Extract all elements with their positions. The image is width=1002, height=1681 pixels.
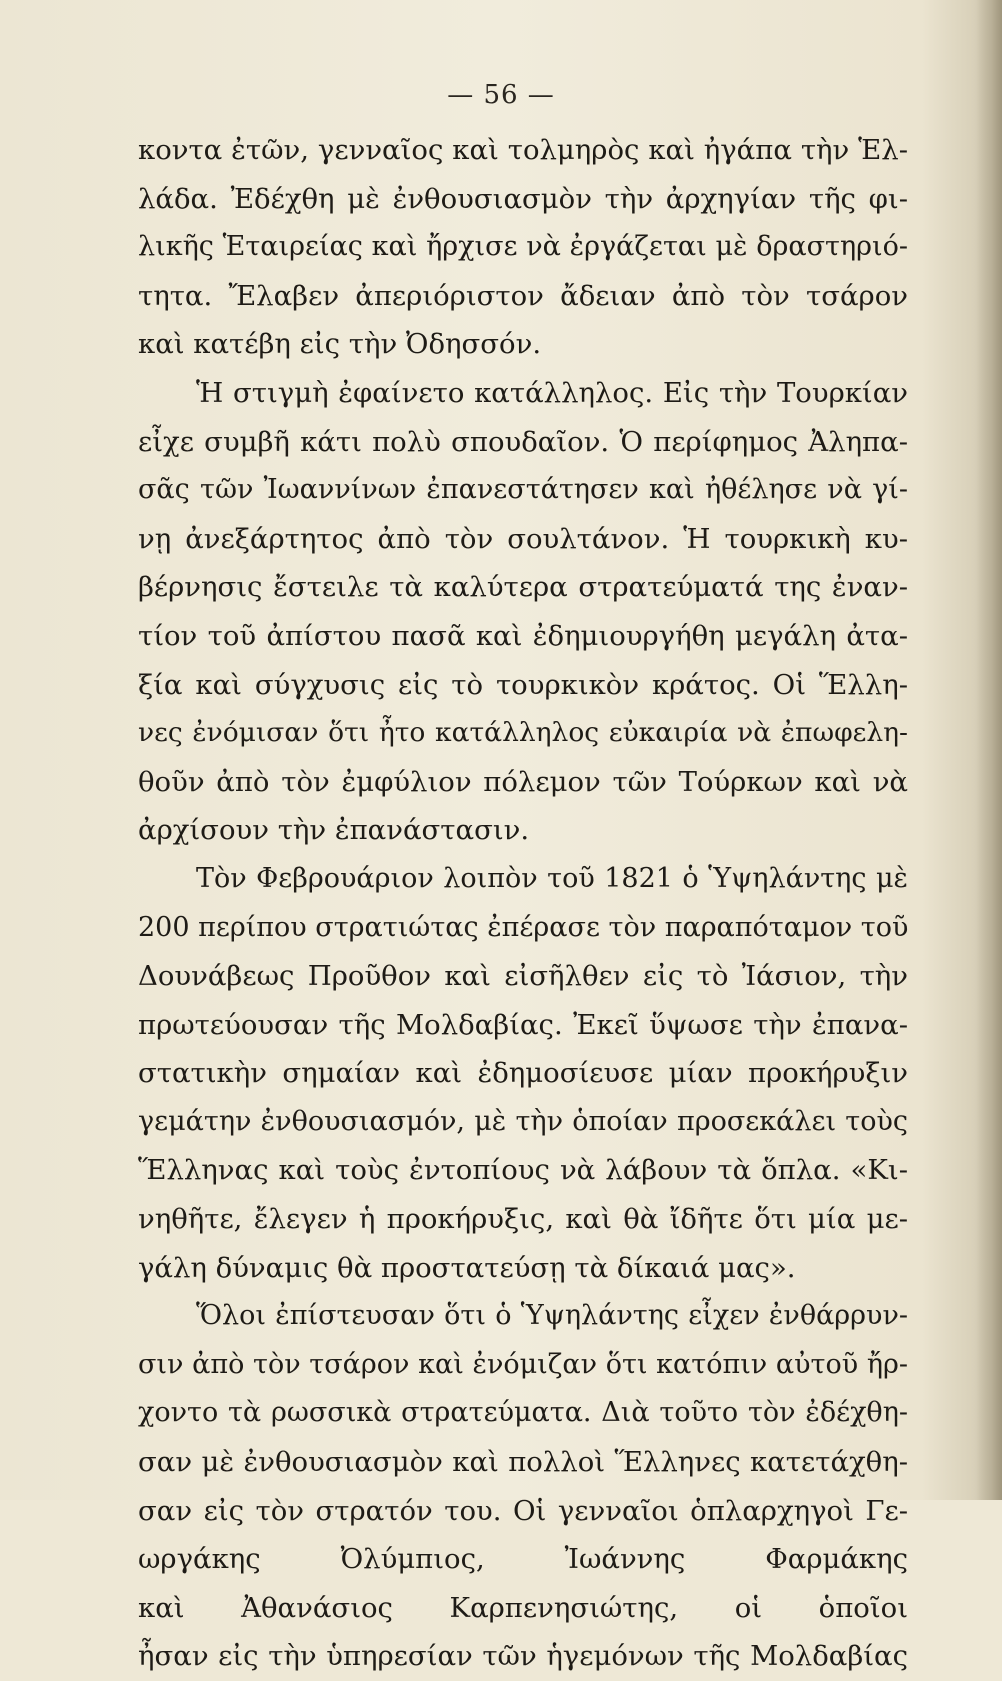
text-line: Ἕλληνας καὶ τοὺς ἐντοπίους νὰ λάβουν τὰ ὅπλα. «Κι- (138, 1154, 908, 1187)
text-line: σιν ἀπὸ τὸν τσάρον καὶ ἐνόμιζαν ὅτι κατόπιν αὐτοῦ ἤρ- (138, 1348, 908, 1380)
text-line: σᾶς τῶν Ἰωαννίνων ἐπανεστάτησεν καὶ ἠθέλησε νὰ γί- (138, 474, 908, 506)
text-line: σαν μὲ ἐνθουσιασμὸν καὶ πολλοὶ Ἕλληνες κατετάχθη- (138, 1446, 908, 1479)
body-text (138, 126, 908, 1681)
text-line: τητα. Ἔλαβεν ἀπεριόριστον ἄδειαν ἀπὸ τὸν τσάρον (138, 279, 908, 312)
page-binding-shadow (976, 0, 1002, 1500)
text-line: θοῦν ἀπὸ τὸν ἐμφύλιον πόλεμον τῶν Τούρκων καὶ νὰ (138, 765, 908, 798)
text-line: λάδα. Ἐδέχθη μὲ ἐνθουσιασμὸν τὴν ἀρχηγίαν τῆς φι- (138, 182, 908, 215)
text-line: καὶ Ἀθανάσιος Καρπενησιώτης, οἱ ὁποῖοι (138, 1591, 908, 1624)
text-line: 200 περίπου στρατιώτας ἐπέρασε τὸν παραπόταμον τοῦ (138, 911, 908, 943)
text-line: νες ἐνόμισαν ὅτι ἦτο κατάλληλος εὐκαιρία νὰ ἐπωφελη- (138, 717, 908, 749)
text-line: νῃ ἀνεξάρτητος ἀπὸ τὸν σουλτάνον. Ἡ τουρκικὴ κυ- (138, 522, 908, 555)
text-line: Δουνάβεως Προῦθον καὶ εἰσῆλθεν εἰς τὸ Ἰάσιον, τὴν (138, 960, 908, 993)
text-line: γάλη δύναμις θὰ προστατεύσῃ τὰ δίκαιά μας». (138, 1251, 796, 1284)
text-line: ἦσαν εἰς τὴν ὑπηρεσίαν τῶν ἡγεμόνων τῆς Μολδαβίας (138, 1640, 908, 1673)
text-line: εἶχε συμβῆ κάτι πολὺ σπουδαῖον. Ὁ περίφημος Ἀληπα- (138, 425, 908, 458)
page-number: — 56 — (447, 80, 555, 110)
text-line: Ὅλοι ἐπίστευσαν ὅτι ὁ Ὑψηλάντης εἶχεν ἐνθάρρυν- (196, 1300, 908, 1332)
text-line: τίον τοῦ ἀπίστου πασᾶ καὶ ἐδημιουργήθη μεγάλη ἀτα- (138, 619, 908, 652)
text-line: γεμάτην ἐνθουσιασμόν, μὲ τὴν ὁποίαν προσεκάλει τοὺς (138, 1105, 908, 1137)
text-line: χοντο τὰ ρωσσικὰ στρατεύματα. Διὰ τοῦτο τὸν ἐδέχθη- (138, 1397, 908, 1429)
text-line: ἀρχίσουν τὴν ἐπανάστασιν. (138, 814, 530, 847)
text-line: κοντα ἐτῶν, γενναῖος καὶ τολμηρὸς καὶ ἠγάπα τὴν Ἑλ- (138, 134, 908, 166)
text-line: ωργάκης Ὀλύμπιος, Ἰωάννης Φαρμάκης (138, 1543, 908, 1576)
text-line: Τὸν Φεβρουάριον λοιπὸν τοῦ 1821 ὁ Ὑψηλάντης μὲ (196, 862, 908, 894)
text-line: ξία καὶ σύγχυσις εἰς τὸ τουρκικὸν κράτος. Οἱ Ἕλλη- (138, 668, 908, 701)
text-line: Ἡ στιγμὴ ἐφαίνετο κατάλληλος. Εἰς τὴν Τουρκίαν (196, 376, 908, 409)
text-line: λικῆς Ἑταιρείας καὶ ἤρχισε νὰ ἐργάζεται μὲ δραστηριό- (138, 231, 908, 263)
text-line: στατικὴν σημαίαν καὶ ἐδημοσίευσε μίαν προκήρυξιν (138, 1057, 908, 1090)
text-line: σαν εἰς τὸν στρατόν του. Οἱ γενναῖοι ὁπλαρχηγοὶ Γε- (138, 1494, 908, 1527)
text-line: νηθῆτε, ἔλεγεν ἡ προκήρυξις, καὶ θὰ ἴδῆτε ὅτι μία με- (138, 1203, 908, 1236)
text-line: πρωτεύουσαν τῆς Μολδαβίας. Ἐκεῖ ὕψωσε τὴν ἐπανα- (138, 1008, 908, 1041)
text-line: βέρνησις ἔστειλε τὰ καλύτερα στρατεύματά της ἐναν- (138, 571, 908, 604)
text-line: καὶ κατέβη εἰς τὴν Ὀδησσόν. (138, 328, 542, 361)
